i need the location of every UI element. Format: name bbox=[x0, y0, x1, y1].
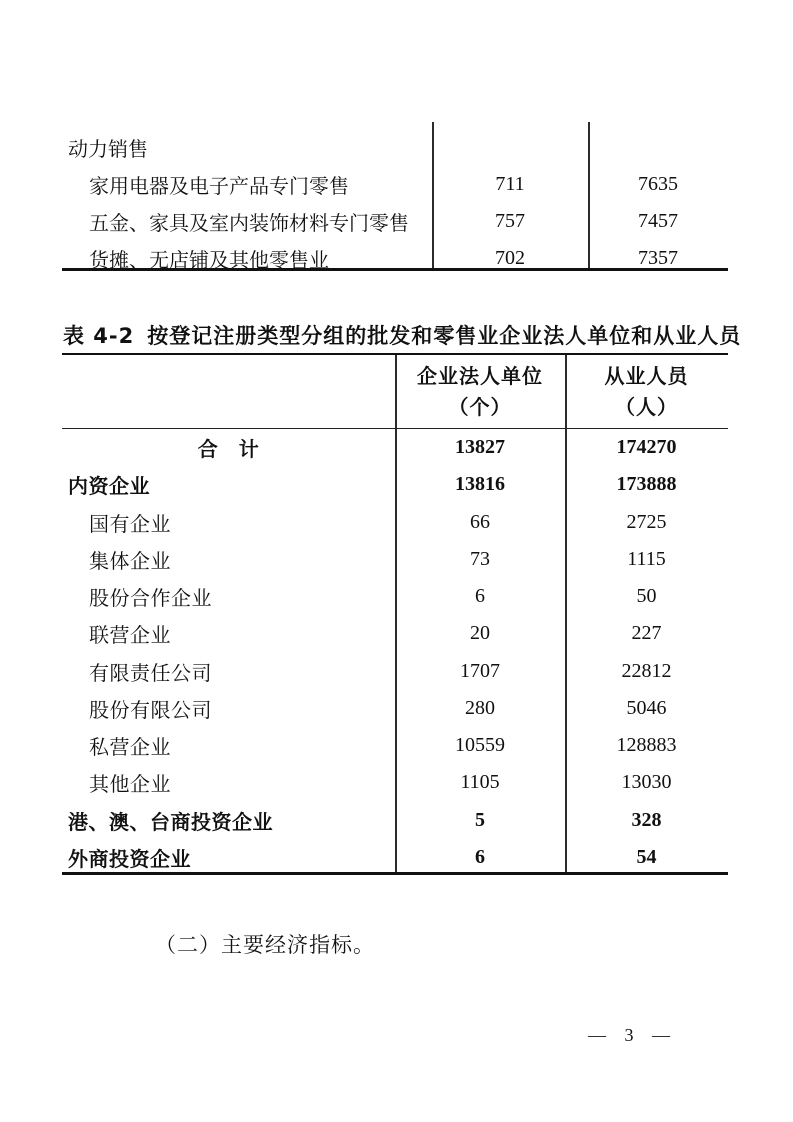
table-title-text: 按登记注册类型分组的批发和零售业企业法人单位和从业人员 bbox=[147, 324, 742, 348]
row-persons-value: 173888 bbox=[616, 473, 677, 496]
row-units-value: 280 bbox=[465, 696, 495, 719]
row-label: 动力销售 bbox=[68, 139, 148, 161]
row-label: 港、澳、台商投资企业 bbox=[68, 811, 273, 834]
table-row bbox=[62, 129, 728, 166]
column-divider bbox=[565, 355, 567, 872]
row-label: 股份合作企业 bbox=[89, 588, 212, 611]
row-persons-value: 227 bbox=[631, 622, 662, 645]
row-label: 私营企业 bbox=[89, 737, 171, 760]
column-divider bbox=[432, 122, 434, 268]
row-persons-value: 5046 bbox=[626, 696, 667, 719]
row-units-value: 13816 bbox=[455, 473, 505, 496]
row-persons-value: 50 bbox=[636, 585, 657, 608]
header-units-title: 企业法人单位 bbox=[417, 365, 543, 388]
table-row bbox=[62, 166, 728, 203]
row-persons-value: 13030 bbox=[621, 771, 672, 794]
row-units-value: 66 bbox=[470, 510, 490, 533]
row-units-value: 702 bbox=[495, 247, 525, 269]
column-divider bbox=[395, 355, 397, 872]
row-units-value: 73 bbox=[470, 547, 490, 570]
row-units-value: 1707 bbox=[460, 659, 500, 682]
header-units-cell bbox=[395, 355, 565, 428]
row-label: 股份有限公司 bbox=[89, 699, 212, 722]
row-persons-value: 7457 bbox=[638, 210, 678, 232]
row-persons-value: 7357 bbox=[638, 247, 678, 269]
table-4-2 bbox=[62, 353, 728, 875]
row-units-value: 20 bbox=[470, 622, 490, 645]
table-header bbox=[62, 355, 728, 429]
row-persons-value: 1115 bbox=[627, 547, 666, 570]
table-number: 表 4-2 bbox=[63, 324, 135, 348]
row-persons-value: 22812 bbox=[621, 659, 672, 682]
row-label: 家用电器及电子产品专门零售 bbox=[89, 176, 349, 198]
row-label: 合 计 bbox=[197, 439, 260, 462]
row-units-value: 1105 bbox=[460, 771, 500, 794]
row-persons-value: 2725 bbox=[626, 510, 667, 533]
header-persons-cell bbox=[565, 355, 728, 428]
row-units-value: 5 bbox=[475, 808, 485, 831]
row-units-value: 6 bbox=[475, 845, 485, 868]
row-label: 集体企业 bbox=[89, 550, 171, 573]
row-units-value: 10559 bbox=[455, 734, 505, 757]
row-label: 外商投资企业 bbox=[68, 848, 191, 871]
row-label: 联营企业 bbox=[89, 625, 171, 648]
header-persons-unit: （人） bbox=[615, 396, 678, 419]
row-label: 其他企业 bbox=[89, 774, 171, 797]
row-persons-value: 54 bbox=[636, 845, 657, 868]
row-persons-value: 128883 bbox=[616, 734, 677, 757]
row-units-value: 757 bbox=[495, 210, 525, 232]
row-label: 国有企业 bbox=[89, 513, 171, 536]
row-units-value: 6 bbox=[475, 585, 485, 608]
row-persons-value: 7635 bbox=[638, 173, 678, 195]
table-row bbox=[62, 240, 728, 277]
page-number: — 3 — bbox=[588, 1025, 672, 1045]
row-units-value: 13827 bbox=[455, 436, 505, 459]
row-label: 五金、家具及室内装饰材料专门零售 bbox=[89, 213, 409, 235]
table-row bbox=[62, 203, 728, 240]
row-label: 货摊、无店铺及其他零售业 bbox=[89, 250, 329, 272]
table-4-2-title bbox=[63, 320, 742, 350]
header-stub-cell bbox=[62, 355, 395, 428]
section-heading: （二）主要经济指标。 bbox=[155, 933, 375, 957]
row-persons-value: 328 bbox=[631, 808, 662, 831]
table-continued bbox=[62, 122, 728, 271]
table-continued-rows bbox=[62, 122, 728, 277]
row-label: 内资企业 bbox=[68, 476, 150, 499]
row-units-value: 711 bbox=[495, 173, 525, 195]
header-units-unit: （个） bbox=[448, 396, 512, 419]
header-persons-title: 从业人员 bbox=[604, 365, 689, 388]
row-persons-value: 174270 bbox=[616, 436, 677, 459]
column-divider bbox=[588, 122, 590, 268]
row-label: 有限责任公司 bbox=[89, 662, 212, 685]
